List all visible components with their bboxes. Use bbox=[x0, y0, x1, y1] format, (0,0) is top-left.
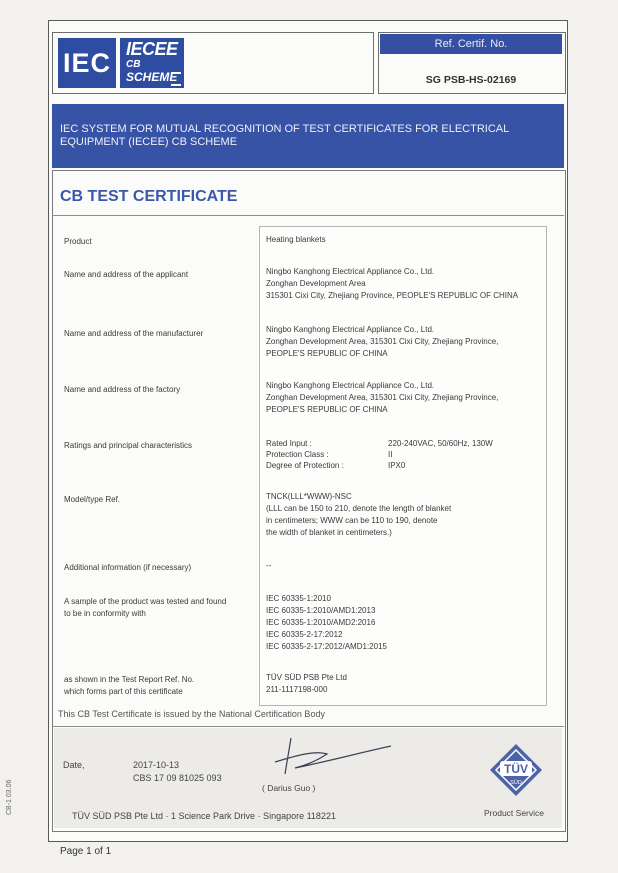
sud-logo-text: SÜD bbox=[510, 780, 522, 786]
report-lab: TÜV SÜD PSB Pte Ltd bbox=[266, 673, 347, 682]
rating-value-degree: IPX0 bbox=[388, 461, 406, 470]
iecee-banner-text: IEC SYSTEM FOR MUTUAL RECOGNITION OF TEST CERTIFICATES FOR ELECTRICAL EQUIPMENT (IECEE) CB SCHEME bbox=[60, 123, 509, 148]
model-label: Model/type Ref. bbox=[64, 495, 121, 504]
applicant-label: Name and address of the applicant bbox=[64, 270, 189, 279]
iec-logo: IEC bbox=[58, 38, 116, 88]
model-line4: the width of blanket in centimeters.) bbox=[266, 528, 392, 537]
standard-2: IEC 60335-1:2010/AMD1:2013 bbox=[266, 606, 376, 615]
manufacturer-line3: PEOPLE'S REPUBLIC OF CHINA bbox=[266, 349, 388, 358]
tuv-logo-text: TÜV bbox=[504, 762, 528, 776]
additional-info-label: Additional information (if necessary) bbox=[64, 563, 192, 572]
form-side-code: CB-1 03.06 bbox=[6, 779, 13, 815]
certificate-title: CB TEST CERTIFICATE bbox=[60, 188, 238, 205]
ref-certificate-title: Ref. Certif. No. bbox=[380, 34, 562, 54]
handwritten-signature bbox=[255, 732, 395, 782]
factory-line1: Ningbo Kanghong Electrical Appliance Co., Ltd. bbox=[266, 381, 435, 390]
factory-line3: PEOPLE'S REPUBLIC OF CHINA bbox=[266, 405, 388, 414]
standard-1: IEC 60335-1:2010 bbox=[266, 594, 331, 603]
manufacturer-label: Name and address of the manufacturer bbox=[64, 329, 204, 338]
rating-name-input: Rated Input : bbox=[266, 439, 312, 448]
report-label-line1: as shown in the Test Report Ref. No. bbox=[64, 675, 195, 684]
sample-label-line2: to be in conformity with bbox=[64, 609, 146, 618]
signature-divider bbox=[52, 726, 564, 727]
model-line2: (LLL can be 150 to 210, denote the length of blanket bbox=[266, 504, 452, 513]
cbs-number: CBS 17 09 81025 093 bbox=[133, 773, 222, 783]
rating-name-class: Protection Class : bbox=[266, 450, 329, 459]
factory-line2: Zonghan Development Area, 315301 Cixi City, Zhejiang Province, bbox=[266, 393, 499, 402]
product-service-label: Product Service bbox=[484, 808, 544, 818]
applicant-line2: Zonghan Development Area bbox=[266, 279, 366, 288]
rating-value-class: II bbox=[388, 450, 393, 459]
report-label-line2: which forms part of this certificate bbox=[64, 687, 183, 696]
signer-name: ( Darius Guo ) bbox=[262, 783, 316, 793]
footer-address: TÜV SÜD PSB Pte Ltd · 1 Science Park Drive · Singapore 118221 bbox=[72, 811, 336, 821]
report-number: 211-1117198-000 bbox=[266, 685, 328, 694]
scheme-bars-icon bbox=[171, 72, 181, 86]
rating-value-input: 220-240VAC, 50/60Hz, 130W bbox=[388, 439, 493, 448]
date-value: 2017-10-13 bbox=[133, 760, 180, 770]
standard-4: IEC 60335-2-17:2012 bbox=[266, 630, 343, 639]
additional-info-value: -- bbox=[266, 561, 272, 570]
tuv-sud-logo bbox=[488, 742, 544, 798]
date-label: Date, bbox=[63, 760, 85, 770]
standard-3: IEC 60335-1:2010/AMD2:2016 bbox=[266, 618, 376, 627]
product-value: Heating blankets bbox=[266, 235, 326, 244]
iecee-cb-scheme-logo bbox=[120, 38, 184, 88]
model-line1: TNCK(LLL*WWW)-NSC bbox=[266, 492, 352, 501]
title-divider bbox=[52, 215, 564, 216]
iecee-logo-line2: CB bbox=[126, 59, 141, 70]
applicant-line3: 315301 Cixi City, Zhejiang Province, PEOPLE'S REPUBLIC OF CHINA bbox=[266, 291, 519, 300]
manufacturer-line1: Ningbo Kanghong Electrical Appliance Co., Ltd. bbox=[266, 325, 435, 334]
factory-label: Name and address of the factory bbox=[64, 385, 181, 394]
ref-certificate-number: SG PSB-HS-02169 bbox=[425, 74, 517, 86]
applicant-line1: Ningbo Kanghong Electrical Appliance Co., Ltd. bbox=[266, 267, 435, 276]
standard-5: IEC 60335-2-17:2012/AMD1:2015 bbox=[266, 642, 387, 651]
sample-label-line1: A sample of the product was tested and found bbox=[64, 597, 227, 606]
manufacturer-line2: Zonghan Development Area, 315301 Cixi City, Zhejiang Province, bbox=[266, 337, 499, 346]
issued-by-text: This CB Test Certificate is issued by the National Certification Body bbox=[58, 709, 325, 719]
ratings-label: Ratings and principal characteristics bbox=[64, 441, 193, 450]
iecee-logo-line3: SCHEME bbox=[126, 70, 178, 84]
page-number: Page 1 of 1 bbox=[60, 846, 112, 857]
product-label: Product bbox=[64, 237, 92, 246]
rating-name-degree: Degree of Protection : bbox=[266, 461, 344, 470]
model-line3: in centimeters; WWW can be 110 to 190, denote bbox=[266, 516, 438, 525]
iecee-logo-line1: IECEE bbox=[126, 39, 178, 59]
